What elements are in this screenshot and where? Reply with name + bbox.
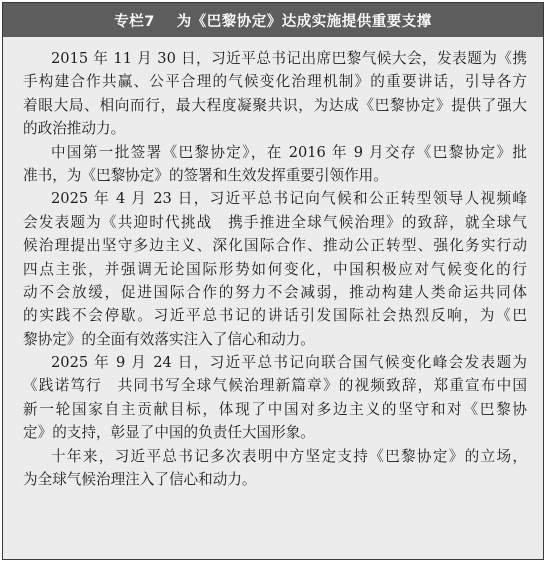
- paragraph-ten-years-summary: [3, 445, 543, 492]
- text-line: 2025 年 9 月 24 日，习近平总书记向联合国气候变化峰会发表题为: [51, 354, 527, 372]
- text-line: 准书，为《巴黎协定》的签署和生效发挥重要引领作用。: [23, 166, 388, 184]
- text-line: 的实践不会停歇。习近平总书记的讲话引发国际社会热烈反响，为《巴: [23, 307, 527, 325]
- text-line: 《践诺笃行 共同书写全球气候治理新篇章》的视频致辞，郑重宣布中国: [23, 377, 527, 395]
- text-line: 2015 年 11 月 30 日，习近平总书记出席巴黎气候大会，发表题为《携: [51, 50, 527, 67]
- paragraph-2016-ratification: [3, 141, 543, 188]
- feature-box: [2, 2, 544, 560]
- box-label: 专栏7: [114, 13, 155, 30]
- text-line: 2025 年 4 月 23 日，习近平总书记向气候和公正转型领导人视频峰: [51, 190, 527, 208]
- text-line: 四点主张，并强调无论国际形势如何变化，中国积极应对气候变化的行: [23, 260, 527, 278]
- text-line: 十年来，习近平总书记多次表明中方坚定支持《巴黎协定》的立场，: [51, 447, 527, 465]
- paragraph-2025-april-summit: [3, 187, 543, 351]
- text-line: 的政治推动力。: [23, 120, 126, 138]
- text-line: 为全球气候治理注入了信心和动力。: [23, 471, 257, 489]
- text-line: 手构建合作共赢、公平合理的气候变化治理机制》的重要讲话，引导各方: [23, 73, 527, 91]
- text-line: 候治理提出坚守多边主义、深化国际合作、推动公正转型、强化务实行动: [23, 237, 527, 255]
- text-line: 会发表题为《共迎时代挑战 携手推进全球气候治理》的致辞，就全球气: [23, 213, 527, 231]
- text-line: 中国第一批签署《巴黎协定》，在 2016 年 9 月交存《巴黎协定》批: [51, 143, 527, 161]
- text-line: 黎协定》的全面有效落实注入了信心和动力。: [23, 330, 315, 348]
- paragraph-2025-september-summit: [3, 351, 543, 445]
- text-line: 着眼大局、相向而行，最大程度凝聚共识，为达成《巴黎协定》提供了强大: [23, 96, 527, 114]
- text-line: 定》的支持，彰显了中国的负责任大国形象。: [23, 424, 315, 442]
- paragraph-2015-paris-conference: [3, 47, 543, 141]
- box-title: 为《巴黎协定》达成实施提供重要支撑: [176, 13, 432, 30]
- box-content: [3, 47, 543, 491]
- box-header: [3, 3, 543, 37]
- text-line: 新一轮国家自主贡献目标，体现了中国对多边主义的坚守和对《巴黎协: [23, 400, 527, 418]
- text-line: 动不会放缓，促进国际合作的努力不会减弱，推动构建人类命运共同体: [23, 283, 527, 301]
